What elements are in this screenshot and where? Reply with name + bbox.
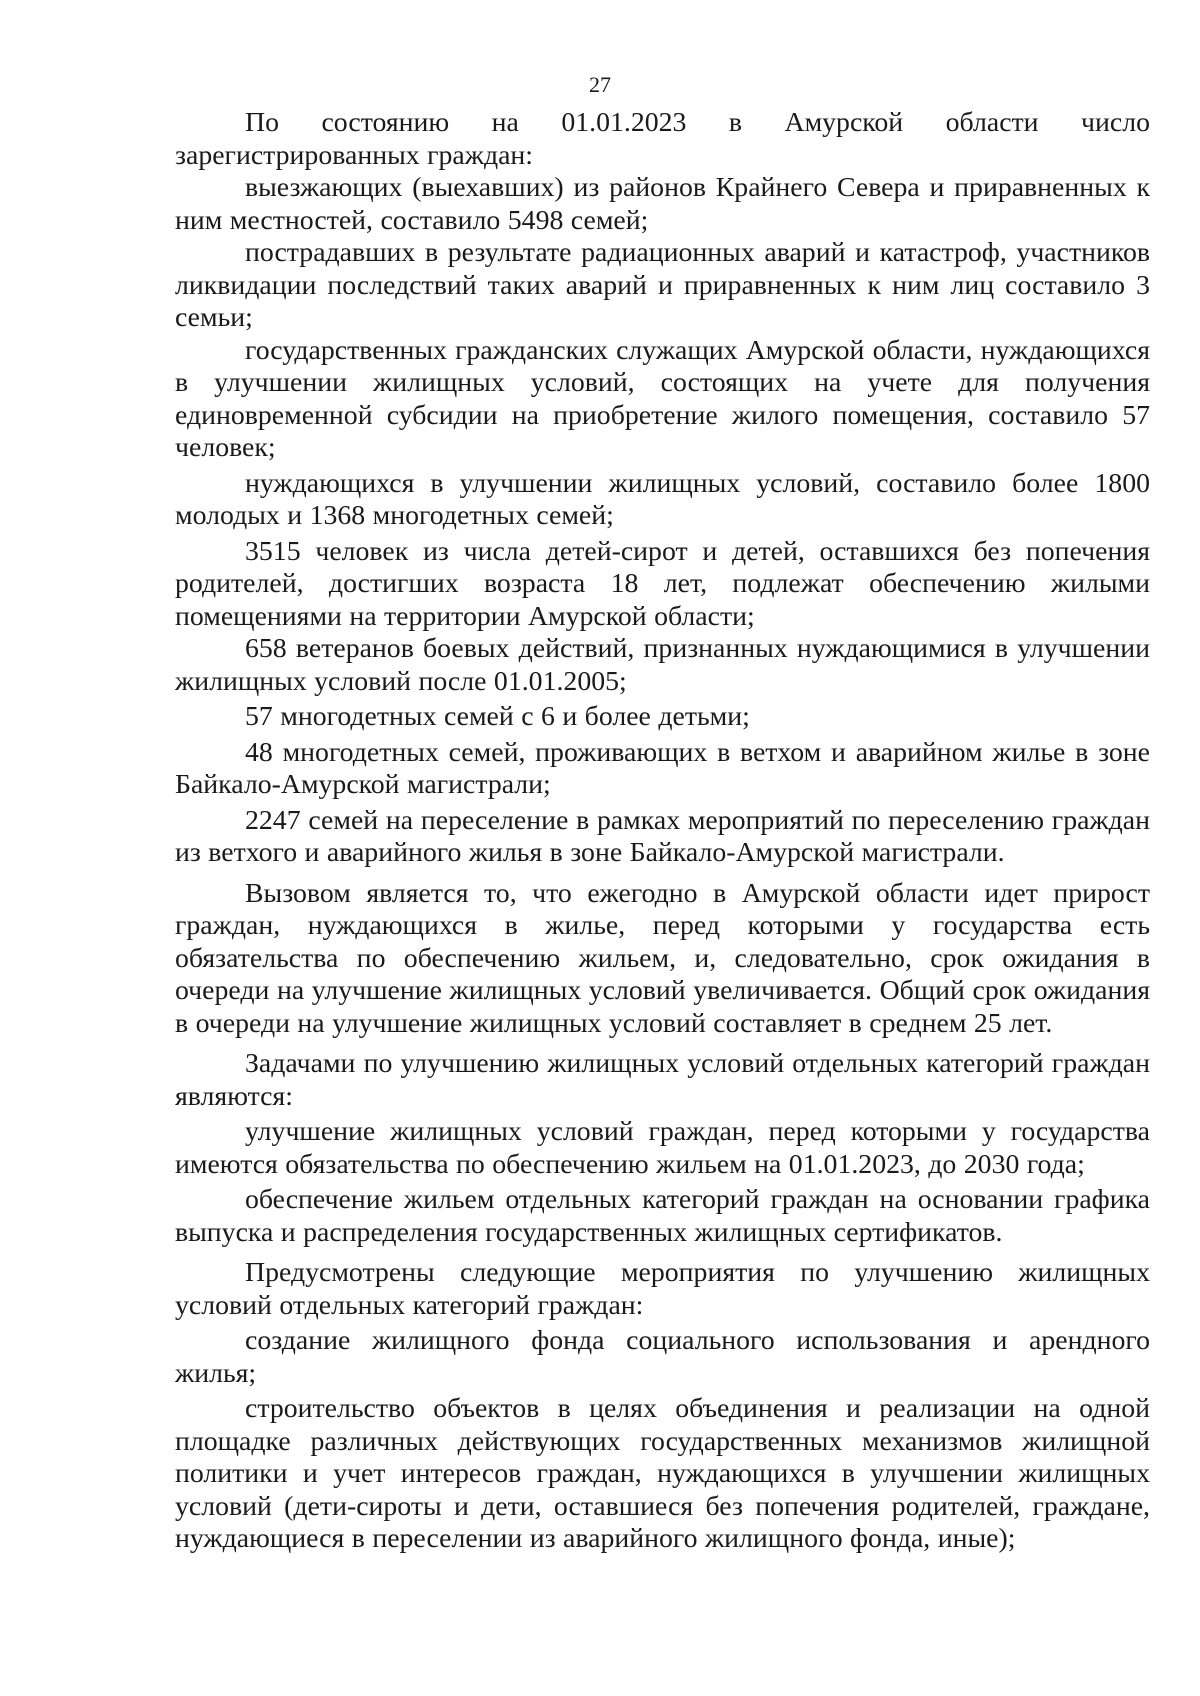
paragraph-veterans: 658 ветеранов боевых действий, признанных нуждающимися в улучшении жилищных условий после 01.01.2005; (175, 633, 1150, 697)
paragraph-large-families-bam: 48 многодетных семей, проживающих в ветхом и аварийном жилье в зоне Байкало-Амурской магистрали; (175, 736, 1150, 800)
paragraph-tasks-heading: Задачами по улучшению жилищных условий отдельных категорий граждан являются: (175, 1048, 1150, 1112)
paragraph-orphans: 3515 человек из числа детей-сирот и детей, оставшихся без попечения родителей, достигших возраста 18 лет, подлежат обеспечению жилыми помещениями на территории Амурской области; (175, 535, 1150, 632)
paragraph-intro: По состоянию на 01.01.2023 в Амурской области число зарегистрированных граждан: (175, 107, 1150, 171)
page-number: 27 (589, 72, 611, 97)
document-body (175, 107, 1150, 1556)
paragraph-challenge: Вызовом является то, что ежегодно в Амурской области идет прирост граждан, нуждающихся в жилье, перед которыми у государства есть обязательства по обеспечению жильем, и, следовательно, срок ожидания в очереди на улучшение жилищных условий увеличивается. Общий срок ожидания в очереди на улучшение жилищных условий составляет в среднем 25 лет. (175, 877, 1150, 1039)
paragraph-young-large-families: нуждающихся в улучшении жилищных условий, составило более 1800 молодых и 1368 многодетных семей; (175, 467, 1150, 531)
paragraph-radiation-victims: пострадавших в результате радиационных аварий и катастроф, участников ликвидации последствий таких аварий и приравненных к ним лиц составило 3 семьи; (175, 237, 1150, 333)
paragraph-measure-construction: строительство объектов в целях объединения и реализации на одной площадке различных действующих государственных механизмов жилищной политики и учет интересов граждан, нуждающихся в улучшении жилищных условий (дети-сироты и дети, оставшиеся без попечения родителей, граждане, нуждающиеся в переселении из аварийного жилищного фонда, иные); (175, 1393, 1150, 1554)
paragraph-large-families-6: 57 многодетных семей с 6 и более детьми; (245, 701, 750, 732)
paragraph-measure-social-fund: создание жилищного фонда социального использования и арендного жилья; (175, 1325, 1150, 1389)
paragraph-far-north: выезжающих (выехавших) из районов Крайнего Севера и приравненных к ним местностей, составило 5498 семей; (175, 172, 1150, 236)
paragraph-task-improvement: улучшение жилищных условий граждан, перед которыми у государства имеются обязательства по обеспечению жильем на 01.01.2023, до 2030 года; (175, 1116, 1150, 1180)
paragraph-civil-servants: государственных гражданских служащих Амурской области, нуждающихся в улучшении жилищных условий, состоящих на учете для получения единовременной субсидии на приобретение жилого помещения, составило 57 человек; (175, 334, 1150, 463)
paragraph-resettlement: 2247 семей на переселение в рамках мероприятий по переселению граждан из ветхого и аварийного жилья в зоне Байкало-Амурской магистрали. (175, 804, 1150, 868)
paragraph-measures-heading: Предусмотрены следующие мероприятия по улучшению жилищных условий отдельных категорий граждан: (175, 1257, 1150, 1321)
paragraph-task-certificates: обеспечение жильем отдельных категорий граждан на основании графика выпуска и распределения государственных жилищных сертификатов. (175, 1184, 1150, 1248)
